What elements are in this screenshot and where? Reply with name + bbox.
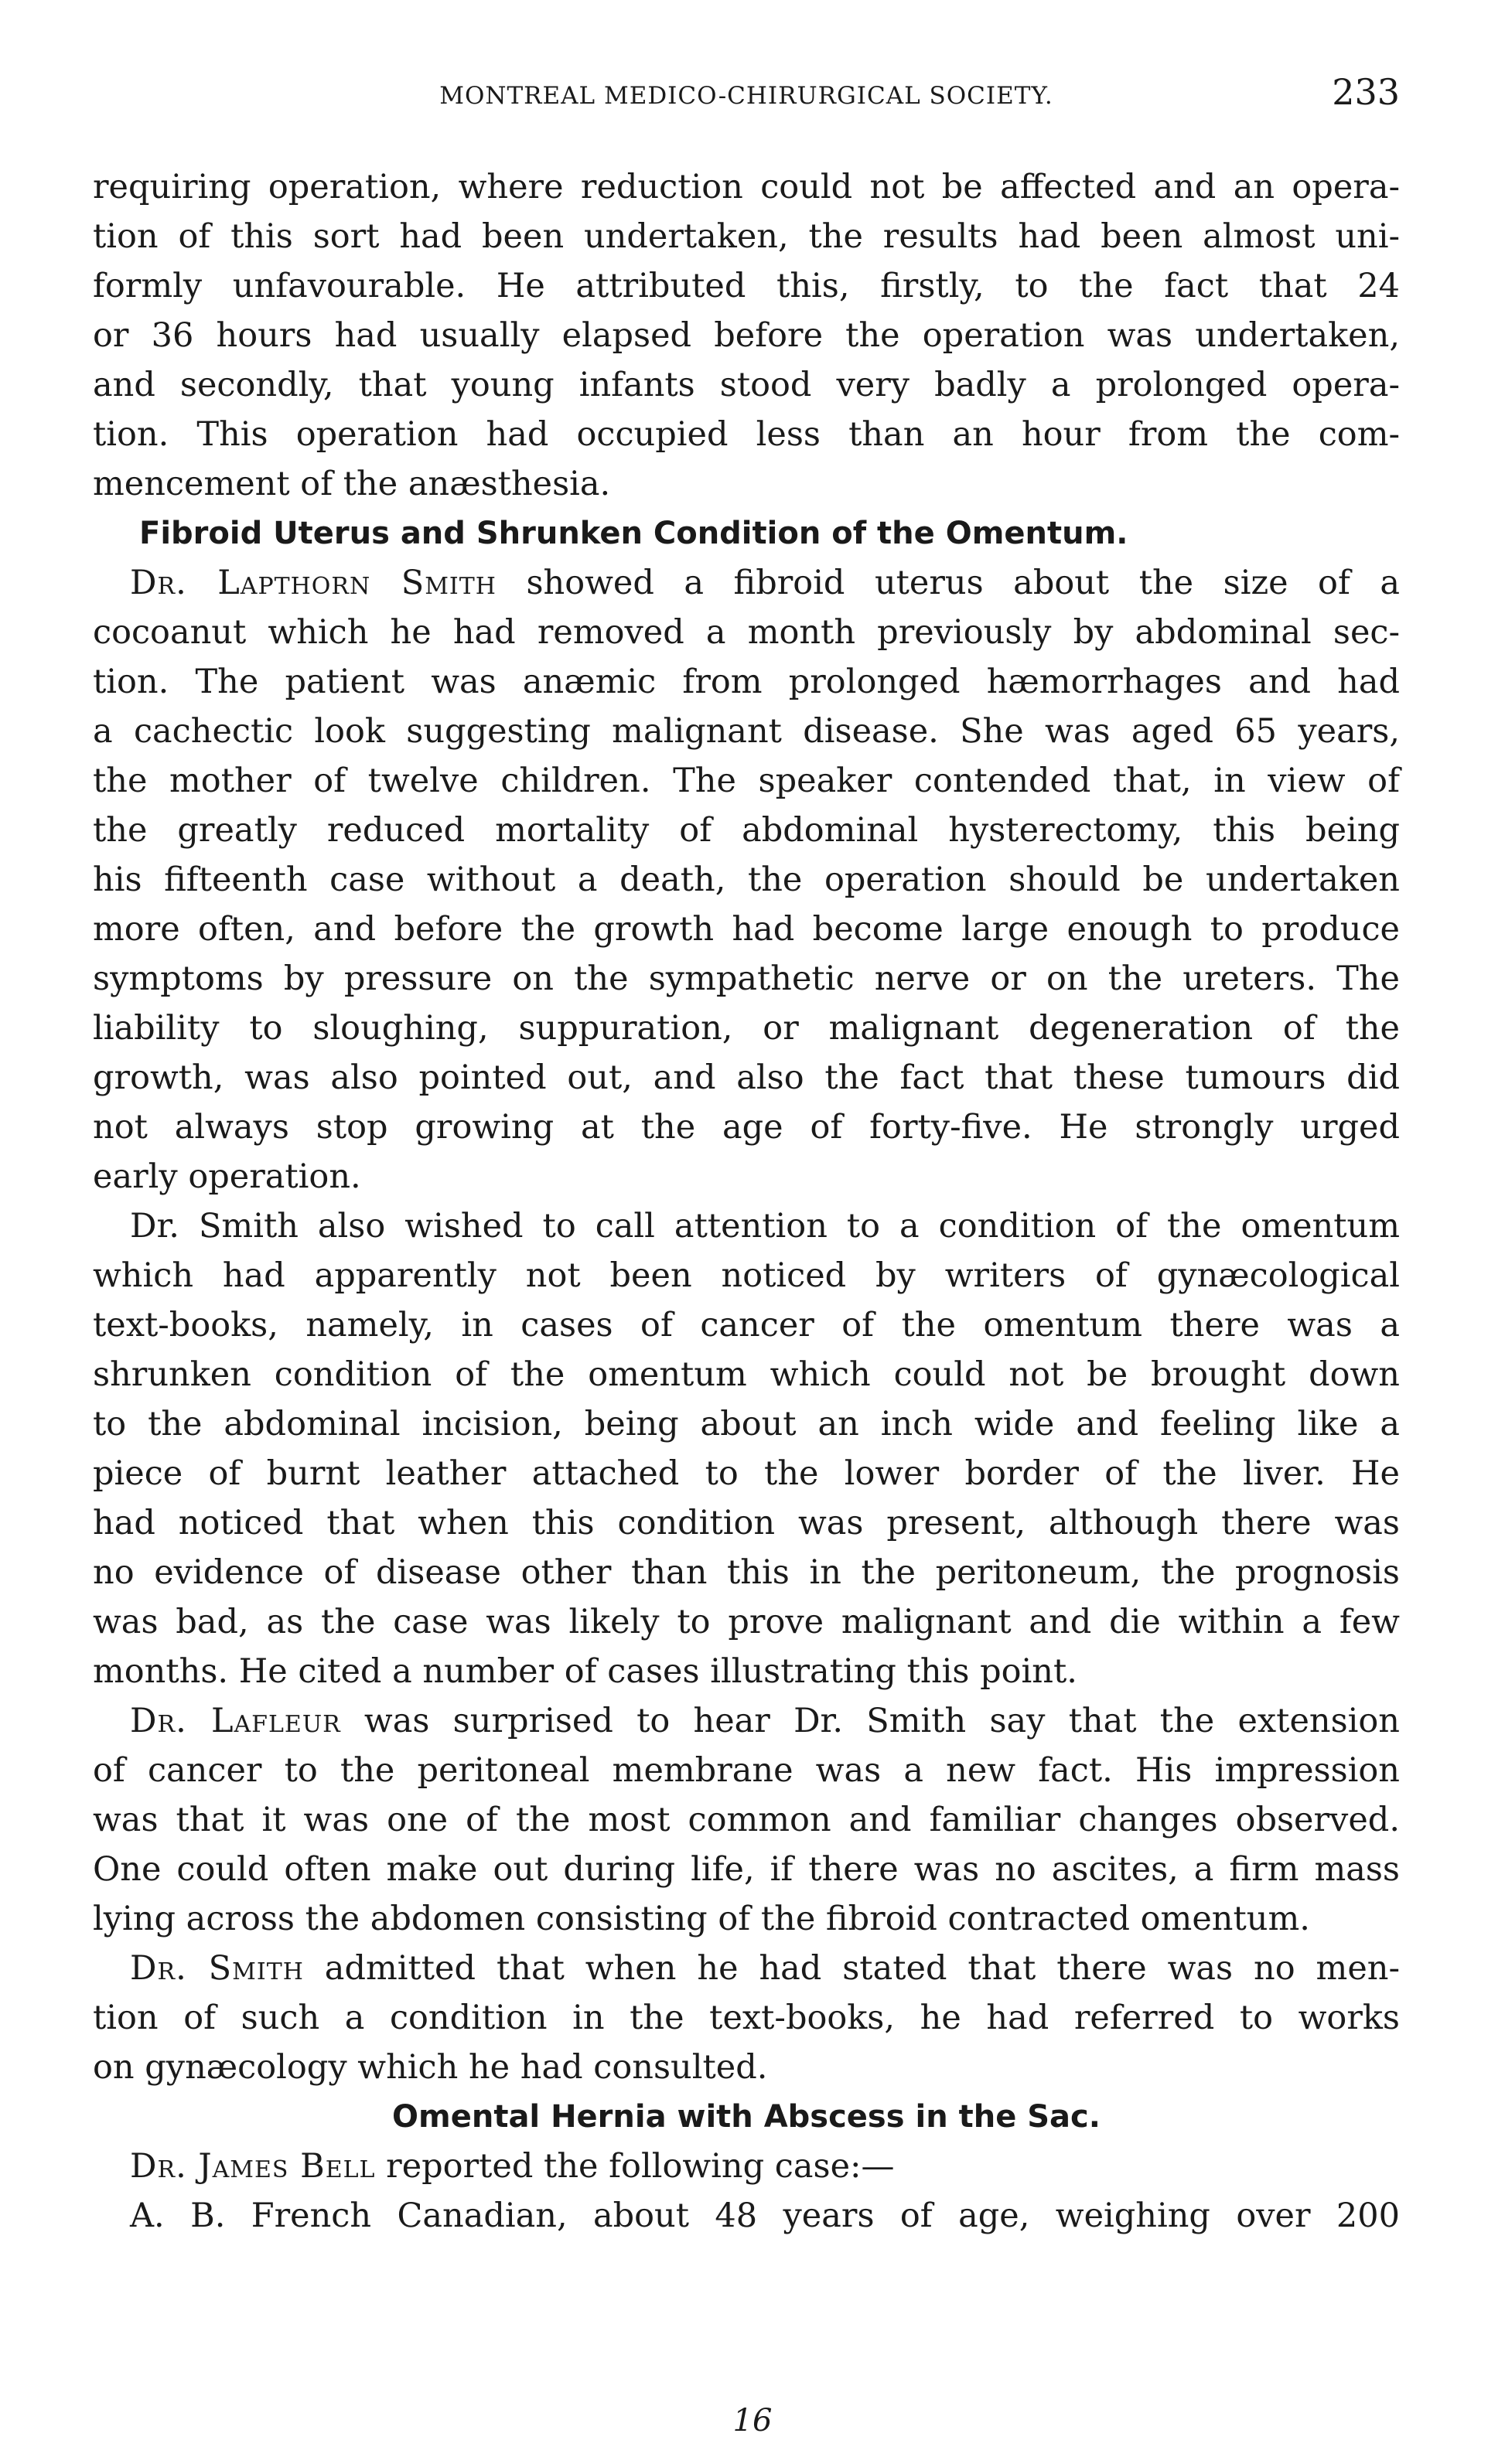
- body-text: [93, 162, 1400, 2241]
- text-line: piece of burnt leather attached to the lower border of the liver. He: [93, 1454, 1400, 1493]
- paragraph-first-line: [93, 1696, 1400, 1746]
- text-run: was surprised to hear Dr. Smith say that the extension: [340, 1702, 1400, 1740]
- text-line: liability to sloughing, suppuration, or malignant degeneration of the: [93, 1009, 1400, 1048]
- speaker-name: Dr. Lafleur: [130, 1702, 341, 1740]
- text-line: requiring operation, where reduction could not be affected and an opera-: [93, 168, 1400, 206]
- paragraph-first-line: Dr. Smith also wished to call attention to a condition of the omentum: [130, 1207, 1400, 1246]
- running-title: MONTREAL MEDICO-CHIRURGICAL SOCIETY.: [439, 82, 1053, 110]
- text-run: admitted that when he had stated that there was no men-: [303, 1949, 1400, 1988]
- text-line: on gynæcology which he had consulted.: [93, 2048, 768, 2087]
- text-line: not always stop growing at the age of forty-five. He strongly urged: [93, 1108, 1400, 1147]
- paragraph-first-line: [93, 1944, 1400, 1993]
- section-heading-fibroid-uterus: Fibroid Uterus and Shrunken Condition of the Omentum.: [139, 516, 1128, 551]
- text-line: tion of this sort had been undertaken, the results had been almost uni-: [93, 217, 1400, 256]
- text-line: shrunken condition of the omentum which could not be brought down: [93, 1355, 1400, 1394]
- text-line: growth, was also pointed out, and also the fact that these tumours did: [93, 1058, 1400, 1097]
- speaker-name: Dr. Lapthorn Smith: [130, 564, 497, 602]
- text-line: the mother of twelve children. The speaker contended that, in view of: [93, 762, 1400, 800]
- text-line: early operation.: [93, 1157, 361, 1196]
- text-line: his fifteenth case without a death, the operation should be undertaken: [93, 861, 1400, 899]
- text-line: to the abdominal incision, being about an inch wide and feeling like a: [93, 1405, 1400, 1443]
- signature-mark: 16: [732, 2403, 773, 2438]
- text-line: which had apparently not been noticed by writers of gynæcological: [93, 1256, 1400, 1295]
- text-line: text-books, namely, in cases of cancer of the omentum there was a: [93, 1306, 1400, 1344]
- text-line: mencement of the anæsthesia.: [93, 465, 611, 503]
- text-line: and secondly, that young infants stood very badly a prolonged opera-: [93, 366, 1400, 404]
- text-run: showed a fibroid uterus about the size of a: [496, 564, 1400, 602]
- text-run: reported the following case:—: [375, 2147, 895, 2186]
- text-line: was that it was one of the most common and familiar changes observed.: [93, 1801, 1400, 1839]
- text-line: or 36 hours had usually elapsed before the operation was undertaken,: [93, 316, 1400, 355]
- text-line: cocoanut which he had removed a month previously by abdominal sec-: [93, 613, 1400, 652]
- text-line: months. He cited a number of cases illustrating this point.: [93, 1652, 1077, 1691]
- text-line: a cachectic look suggesting malignant disease. She was aged 65 years,: [93, 712, 1400, 751]
- text-line: no evidence of disease other than this in the peritoneum, the prognosis: [93, 1553, 1400, 1592]
- text-line: tion. This operation had occupied less than an hour from the com-: [93, 415, 1400, 454]
- text-line: the greatly reduced mortality of abdominal hysterectomy, this being: [93, 811, 1400, 850]
- text-line: had noticed that when this condition was present, although there was: [93, 1504, 1400, 1542]
- text-line: tion of such a condition in the text-books, he had referred to works: [93, 1999, 1400, 2037]
- text-line: formly unfavourable. He attributed this, firstly, to the fact that 24: [93, 267, 1400, 305]
- paragraph-first-line: [93, 558, 1400, 608]
- text-line: One could often make out during life, if there was no ascites, a firm mass: [93, 1850, 1400, 1889]
- text-line: symptoms by pressure on the sympathetic nerve or on the ureters. The: [93, 959, 1400, 998]
- running-head: [93, 71, 1400, 118]
- speaker-name: Dr. James Bell: [130, 2147, 376, 2186]
- section-heading-omental-hernia: Omental Hernia with Abscess in the Sac.: [392, 2099, 1101, 2135]
- speaker-name: Dr. Smith: [130, 1949, 304, 1988]
- text-line: lying across the abdomen consisting of the fibroid contracted omentum.: [93, 1900, 1310, 1938]
- paragraph-first-line: A. B. French Canadian, about 48 years of age, weighing over 200: [130, 2196, 1400, 2235]
- text-line: of cancer to the peritoneal membrane was a new fact. His impression: [93, 1751, 1400, 1790]
- page-number: 233: [1332, 71, 1400, 113]
- text-line: tion. The patient was anæmic from prolonged hæmorrhages and had: [93, 663, 1400, 701]
- paragraph-first-line: [93, 2142, 1400, 2191]
- text-line: more often, and before the growth had become large enough to produce: [93, 910, 1400, 949]
- text-line: was bad, as the case was likely to prove malignant and die within a few: [93, 1603, 1400, 1641]
